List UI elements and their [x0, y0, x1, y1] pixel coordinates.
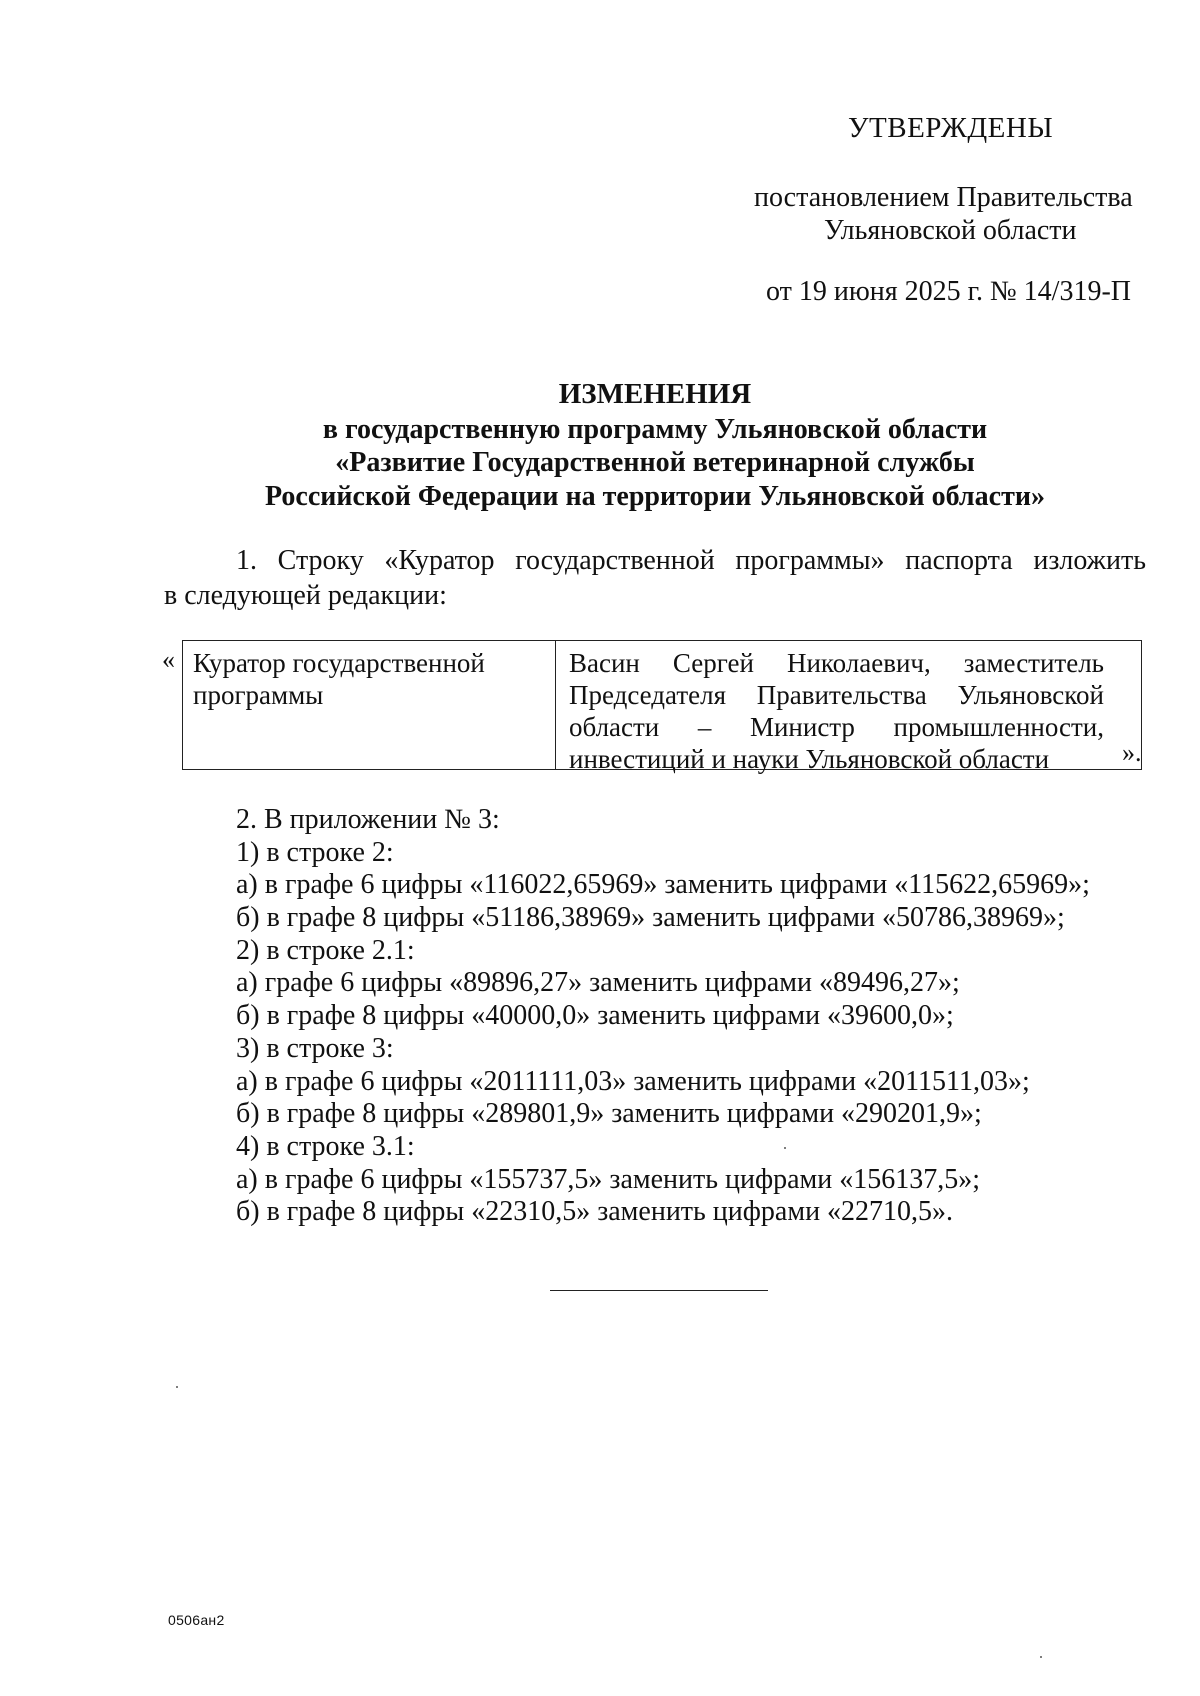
list-item: а) в графе 6 цифры «155737,5» заменить цифрами «156137,5»;: [236, 1163, 981, 1195]
curator-label-line1: Куратор государственной: [193, 648, 485, 678]
list-item: а) графе 6 цифры «89896,27» заменить цифрами «89496,27»;: [236, 967, 960, 999]
list-item: а) в графе 6 цифры «116022,65969» заменить цифрами «115622,65969»;: [236, 869, 1090, 901]
document-subtitle-line1: в государственную программу Ульяновской области: [322, 414, 988, 445]
decree-reference-line1: постановлением Правительства: [754, 182, 1133, 213]
list-item: 4) в строке 3.1:: [236, 1130, 415, 1162]
table-column-divider: [555, 641, 556, 769]
curator-value-line1: Васин Сергей Николаевич, заместитель: [569, 648, 1104, 678]
curator-table: [182, 640, 1142, 774]
curator-value-line4: инвестиций и науки Ульяновской области: [569, 744, 1050, 774]
amendment-list: [236, 804, 1090, 1229]
list-item: 2) в строке 2.1:: [236, 934, 415, 966]
list-item: 3) в строке 3:: [236, 1032, 394, 1064]
table-open-quote: «: [162, 645, 175, 674]
curator-value-line2: Председателя Правительства Ульяновской: [569, 680, 1104, 710]
scan-speck: [176, 1386, 178, 1388]
end-separator-line: [550, 1290, 768, 1291]
list-item: б) в графе 8 цифры «40000,0» заменить цифрами «39600,0»;: [236, 1000, 954, 1032]
decree-date-number: от 19 июня 2025 г. № 14/319-П: [766, 276, 1131, 307]
document-code: 0506ан2: [168, 1612, 225, 1628]
curator-value-line3: области – Министр промышленности,: [569, 712, 1104, 742]
list-item: а) в графе 6 цифры «2011111,03» заменить цифрами «2011511,03»;: [236, 1065, 1030, 1097]
document-subtitle-line2: «Развитие Государственной ветеринарной службы: [335, 447, 975, 478]
list-item: б) в графе 8 цифры «22310,5» заменить цифрами «22710,5».: [236, 1196, 954, 1228]
approval-stamp-title: УТВЕРЖДЕНЫ: [848, 112, 1054, 144]
list-item: 2. В приложении № 3:: [236, 804, 500, 835]
curator-value-cell: [569, 647, 1104, 775]
decree-reference-line2: Ульяновской области: [824, 215, 1077, 246]
paragraph-1-line1: 1. Строку «Куратор государственной программы» паспорта изложить: [236, 545, 1146, 576]
paragraph-1-line2: в следующей редакции:: [164, 580, 447, 611]
scan-speck: [1040, 1656, 1042, 1658]
document-subtitle-line3: Российской Федерации на территории Ульяновской области»: [265, 481, 1045, 512]
list-item: б) в графе 8 цифры «51186,38969» заменить цифрами «50786,38969»;: [236, 902, 1065, 934]
curator-label-line2: программы: [193, 680, 324, 710]
table-close-quote: ».: [1122, 738, 1142, 767]
list-item: 1) в строке 2:: [236, 836, 394, 868]
curator-label-cell: [193, 647, 548, 711]
list-item: б) в графе 8 цифры «289801,9» заменить цифрами «290201,9»;: [236, 1098, 982, 1130]
scan-speck: [784, 1147, 786, 1149]
document-title: ИЗМЕНЕНИЯ: [558, 378, 752, 410]
